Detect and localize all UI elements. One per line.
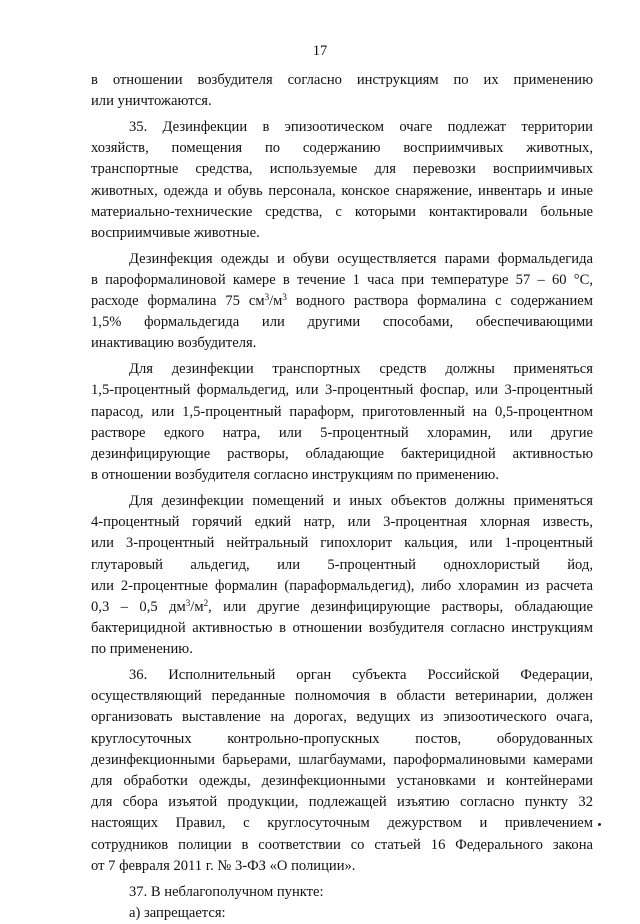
text-line: в пароформалиновой камере в течение 1 часа при температуре 57 – 60 °C,: [91, 271, 593, 288]
text-line: 4-процентный горячий едкий натр, или 3-процентная хлорная известь,: [91, 514, 593, 531]
text-line: парасод, или 1,5-процентный параформ, приготовленный на 0,5-процентном: [91, 403, 593, 420]
text-segment: /м: [190, 598, 204, 615]
document-body: [91, 70, 593, 924]
text-line: для сбора изъятой продукции, подлежащей изъятию согласно пункту 32: [91, 794, 593, 811]
text-segment: расходе формалина 75 см: [91, 293, 265, 310]
text-line: или 2-процентные формалин (параформальдегид), либо хлорамин из расчета: [91, 577, 593, 594]
text-line: [91, 291, 593, 312]
text-line: по применению.: [91, 641, 193, 658]
superscript: 3: [264, 292, 270, 303]
text-segment: , или другие дезинфицирующие растворы, обладающие: [208, 598, 593, 615]
text-line: или уничтожаются.: [91, 93, 212, 110]
text-line: дезинфицирующие растворы, обладающие бактерицидной активностью: [91, 445, 593, 462]
superscript: 2: [203, 597, 209, 608]
text-line: бактерицидной активностью в отношении возбудителя согласно инструкциям: [91, 620, 593, 637]
text-segment: 0,3 – 0,5 дм: [91, 598, 186, 615]
text-line: в отношении возбудителя согласно инструкциям по применению.: [91, 467, 499, 484]
text-line: Для дезинфекции помещений и иных объектов должны применяться: [129, 492, 593, 509]
text-line: или 3-процентный нейтральный гипохлорит кальция, или 1-процентный: [91, 535, 593, 552]
text-line: 1,5% формальдегида или другими способами, обеспечивающими: [91, 314, 593, 331]
text-line: в отношении возбудителя согласно инструкциям по их применению: [91, 72, 593, 88]
text-line: осуществляющий переданные полномочия в области ветеринарии, должен: [91, 688, 593, 705]
text-line: хозяйств, помещения по содержанию восприимчивых животных,: [91, 140, 593, 157]
text-line: 35. Дезинфекции в эпизоотическом очаге подлежат территории: [129, 118, 593, 135]
text-line: транспортные средства, используемые для перевозки восприимчивых: [91, 161, 593, 178]
text-line: дезинфекционными барьерами, шлагбаумами, пароформалиновыми камерами: [91, 751, 593, 768]
superscript: 3: [282, 292, 287, 303]
text-line: материально-технические средства, с которыми контактировали больные: [91, 203, 593, 220]
text-line: Дезинфекция одежды и обуви осуществляется парами формальдегида: [129, 250, 593, 267]
text-segment: /м: [269, 293, 283, 310]
text-line: для обработки одежды, дезинфекционными установками и контейнерами: [91, 772, 593, 789]
text-line: животных, одежда и обувь персонала, конское снаряжение, инвентарь и иные: [91, 182, 593, 199]
text-line: глутаровый альдегид, или 5-процентный однохлористый йод,: [91, 556, 593, 573]
text-line: настоящих Правил, с круглосуточным дежурством и привлечением: [91, 815, 593, 832]
scan-speck: [598, 823, 601, 826]
text-line: 36. Исполнительный орган субъекта Российской Федерации,: [129, 667, 593, 684]
text-line: восприимчивые животные.: [91, 224, 260, 241]
text-line: 1,5-процентный формальдегид, или 3-процентный фоспар, или 3-процентный: [91, 382, 593, 399]
text-line: Для дезинфекции транспортных средств должны применяться: [129, 361, 593, 378]
text-segment: водного раствора формалина с содержанием: [286, 293, 593, 310]
text-line: от 7 февраля 2011 г. № 3-ФЗ «О полиции».: [91, 857, 356, 874]
text-line: [91, 597, 593, 618]
text-line: круглосуточных контрольно-пропускных постов, оборудованных: [91, 730, 593, 747]
text-line: инактивацию возбудителя.: [91, 335, 257, 352]
text-line: 37. В неблагополучном пункте:: [129, 883, 324, 900]
page-number: 17: [312, 43, 328, 59]
text-line: сотрудников полиции в соответствии со статьей 16 Федерального закона: [91, 836, 593, 853]
text-line: растворе едкого натра, или 5-процентный хлорамин, или другие: [91, 424, 593, 441]
text-line: а) запрещается:: [129, 904, 226, 921]
text-line: организовать выставление на дорогах, ведущих из эпизоотического очага,: [91, 709, 593, 726]
superscript: 3: [185, 597, 191, 608]
